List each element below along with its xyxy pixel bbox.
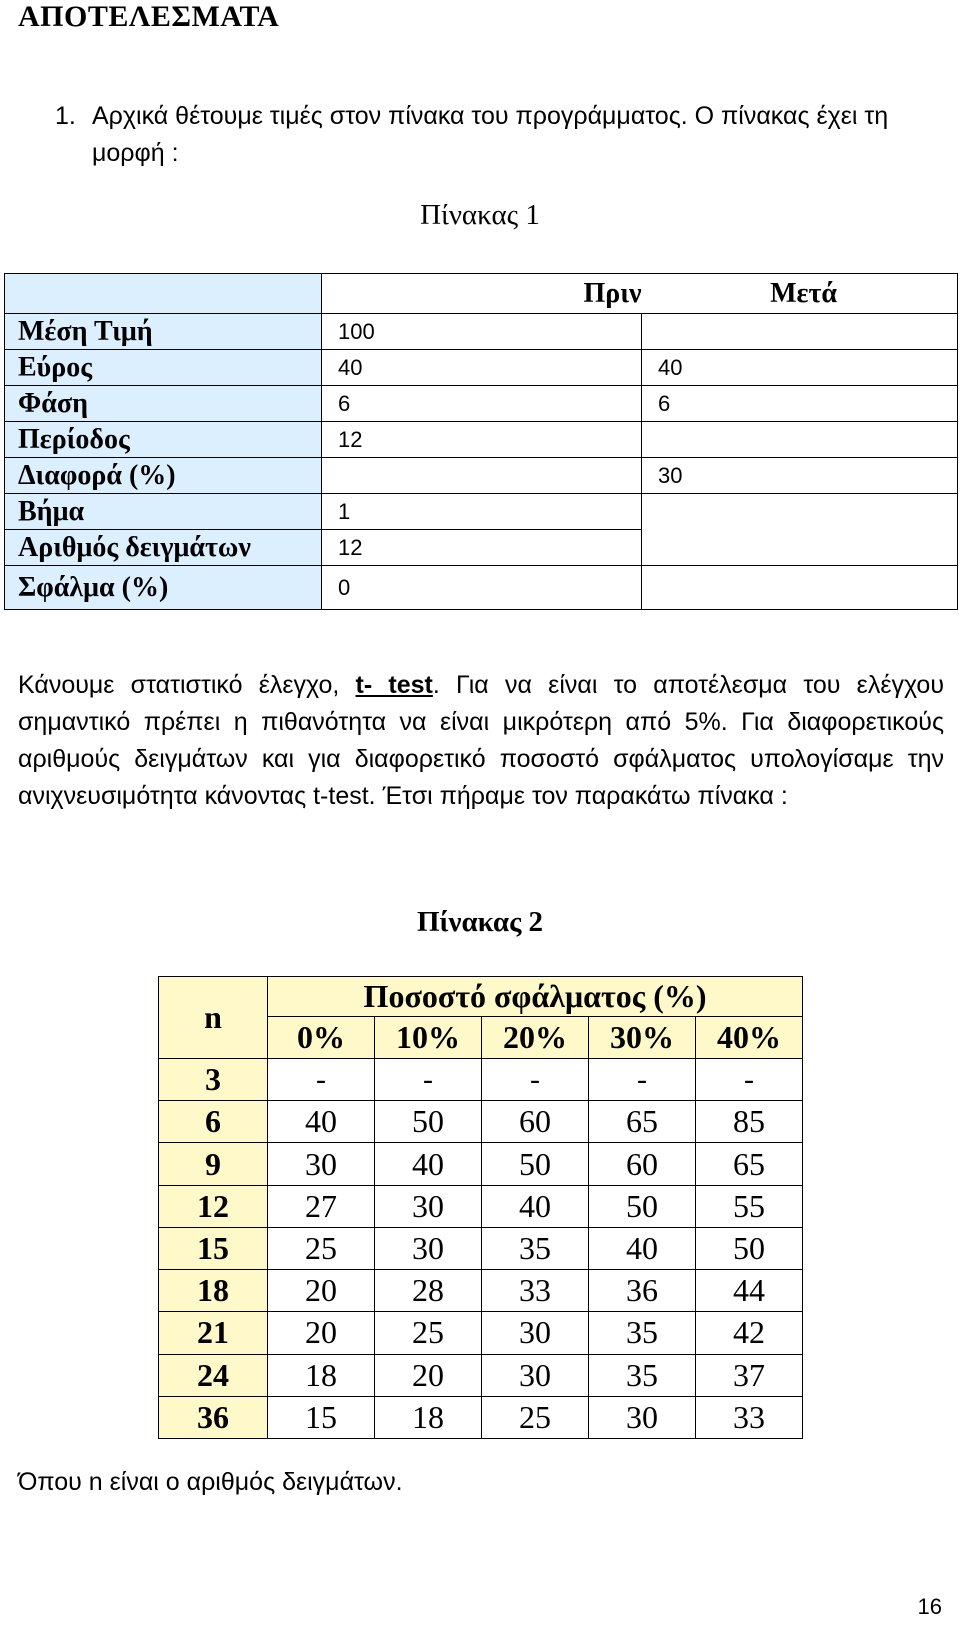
table1-after-cell: 30 [642, 458, 958, 494]
table2-value-cell: 36 [589, 1270, 696, 1312]
table1-before-cell: 12 [322, 530, 642, 566]
table2-n-cell: 18 [159, 1270, 268, 1312]
table2-value-cell: 37 [696, 1354, 803, 1396]
table2-value-cell: 33 [482, 1270, 589, 1312]
table2-value-cell: 20 [268, 1312, 375, 1354]
table2-n-header: n [159, 977, 268, 1059]
table2-value-cell: 27 [268, 1185, 375, 1227]
table-row [159, 1227, 803, 1269]
table-row [5, 422, 958, 458]
table1-row-label: Φάση [5, 386, 322, 422]
table2-n-cell: 36 [159, 1396, 268, 1438]
table2-n-cell: 24 [159, 1354, 268, 1396]
table1-after-cell [642, 314, 958, 350]
list-item-number: 1. [55, 102, 76, 130]
table1-after-cell [642, 566, 958, 610]
table2-n-cell: 3 [159, 1059, 268, 1101]
table1-row-label: Εύρος [5, 350, 322, 386]
table2-value-cell: 35 [482, 1227, 589, 1269]
table2-value-cell: 50 [696, 1227, 803, 1269]
table-row [159, 1354, 803, 1396]
table1-after-cell: 6 [642, 386, 958, 422]
table-row [5, 314, 958, 350]
table1-before-cell: 0 [322, 566, 642, 610]
table2-value-cell: - [696, 1059, 803, 1101]
table2-value-cell: 25 [375, 1312, 482, 1354]
table2-col-header: 10% [375, 1017, 482, 1059]
table2-value-cell: 65 [696, 1143, 803, 1185]
list-item [55, 98, 932, 172]
footnote: Όπου n είναι ο αριθμός δειγμάτων. [18, 1468, 403, 1496]
table2-value-cell: 15 [268, 1396, 375, 1438]
table2-value-cell: 30 [268, 1143, 375, 1185]
t-test-term: t- test [355, 671, 433, 699]
table1-before-cell: 6 [322, 386, 642, 422]
table2-col-header: 40% [696, 1017, 803, 1059]
table2-value-cell: 30 [589, 1396, 696, 1438]
table2-n-cell: 9 [159, 1143, 268, 1185]
table-row [5, 494, 958, 530]
table2-value-cell: 33 [696, 1396, 803, 1438]
table1-row-label: Περίοδος [5, 422, 322, 458]
table1 [4, 273, 958, 610]
table-row [5, 350, 958, 386]
table1-caption: Πίνακας 1 [420, 199, 540, 231]
table2-value-cell: 40 [482, 1185, 589, 1227]
table1-header-row [5, 274, 958, 314]
table2-value-cell: 60 [482, 1101, 589, 1143]
table-row [159, 1185, 803, 1227]
body-paragraph [18, 667, 944, 815]
table2-value-cell: 30 [482, 1312, 589, 1354]
table-row [5, 566, 958, 610]
table1-before-cell: 12 [322, 422, 642, 458]
table-row [159, 1059, 803, 1101]
table2-value-cell: 30 [375, 1185, 482, 1227]
table2-value-cell: 50 [482, 1143, 589, 1185]
table-row [159, 1101, 803, 1143]
table2-value-cell: 85 [696, 1101, 803, 1143]
table2-caption: Πίνακας 2 [416, 906, 544, 938]
table2-value-cell: - [268, 1059, 375, 1101]
table1-row-label: Σφάλμα (%) [5, 566, 322, 610]
paragraph-text-start: Κάνουμε στατιστικό έλεγχο, [18, 671, 356, 699]
table-row [159, 1312, 803, 1354]
table2-value-cell: 28 [375, 1270, 482, 1312]
table2-value-cell: 20 [375, 1354, 482, 1396]
table2-group-header: Ποσοστό σφάλματος (%) [268, 977, 803, 1017]
table1-header-after: Μετά [642, 274, 958, 314]
table2-n-cell: 12 [159, 1185, 268, 1227]
table1-after-cell [642, 530, 958, 566]
table2-n-cell: 15 [159, 1227, 268, 1269]
table2-value-cell: 30 [482, 1354, 589, 1396]
table-row [159, 1143, 803, 1185]
table-row [5, 458, 958, 494]
table2-value-cell: 25 [482, 1396, 589, 1438]
table1-after-cell [642, 422, 958, 458]
table2-value-cell: 25 [268, 1227, 375, 1269]
table1-after-cell: 40 [642, 350, 958, 386]
table2-header-row [159, 977, 803, 1017]
table1-before-cell: 1 [322, 494, 642, 530]
table2 [158, 976, 803, 1439]
table2-value-cell: 18 [268, 1354, 375, 1396]
table2-value-cell: 35 [589, 1354, 696, 1396]
table2-value-cell: 35 [589, 1312, 696, 1354]
page-number: 16 [917, 1594, 942, 1619]
table1-corner-cell [5, 274, 322, 314]
table2-value-cell: 50 [375, 1101, 482, 1143]
list-item-text: Αρχικά θέτουμε τιμές στον πίνακα του προγράμματος. Ο πίνακας έχει τη μορφή : [92, 102, 889, 167]
table2-col-header: 30% [589, 1017, 696, 1059]
table2-value-cell: 44 [696, 1270, 803, 1312]
table2-value-cell: 40 [268, 1101, 375, 1143]
table-row [159, 1270, 803, 1312]
table2-value-cell: 60 [589, 1143, 696, 1185]
table2-value-cell: 18 [375, 1396, 482, 1438]
table2-value-cell: - [482, 1059, 589, 1101]
table1-row-label: Μέση Τιμή [5, 314, 322, 350]
table2-value-cell: 55 [696, 1185, 803, 1227]
table2-col-header: 0% [268, 1017, 375, 1059]
table-row [5, 530, 958, 566]
table2-value-cell: 40 [589, 1227, 696, 1269]
table1-before-cell [322, 458, 642, 494]
table2-col-header: 20% [482, 1017, 589, 1059]
table1-after-cell [642, 494, 958, 530]
table2-value-cell: 42 [696, 1312, 803, 1354]
table2-value-cell: 20 [268, 1270, 375, 1312]
table2-n-cell: 6 [159, 1101, 268, 1143]
table2-value-cell: - [589, 1059, 696, 1101]
table2-value-cell: 65 [589, 1101, 696, 1143]
table1-row-label: Βήμα [5, 494, 322, 530]
table2-n-cell: 21 [159, 1312, 268, 1354]
table2-value-cell: 30 [375, 1227, 482, 1269]
table-row [5, 386, 958, 422]
table1-row-label: Αριθμός δειγμάτων [5, 530, 322, 566]
table2-value-cell: 40 [375, 1143, 482, 1185]
table1-before-cell: 100 [322, 314, 642, 350]
section-heading: ΑΠΟΤΕΛΕΣΜΑΤΑ [18, 0, 280, 33]
table2-value-cell: - [375, 1059, 482, 1101]
paragraph-text-rest: . Για να είναι το αποτέλεσμα του ελέγχου σημαντικό πρέπει η πιθανότητα να είναι μικρότερη από 5%. Για διαφορετικούς αριθμούς δειγμάτων και για διαφορετικό ποσοστό σφάλματος υπολογίσαμε την ανιχνευσιμότητα κάνοντας t-test. Έτσι πήραμε τον παρακάτω πίνακα : [18, 671, 944, 810]
table1-before-cell: 40 [322, 350, 642, 386]
table-row [159, 1396, 803, 1438]
table2-value-cell: 50 [589, 1185, 696, 1227]
table1-row-label: Διαφορά (%) [5, 458, 322, 494]
table1-header-before: Πριν [322, 274, 642, 314]
